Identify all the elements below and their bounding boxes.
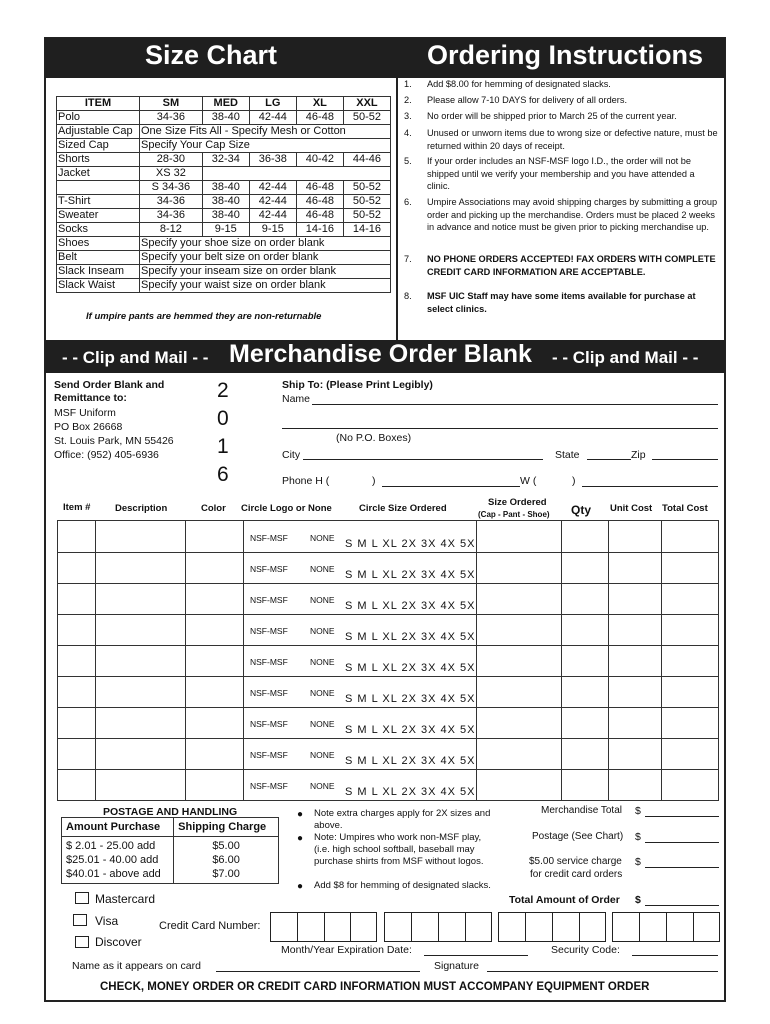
logo-option-none[interactable]: NONE [310,719,335,729]
zip-field[interactable] [652,459,718,460]
service-charge-label: $5.00 service charge [529,856,622,867]
col-item: ITEM [57,97,140,111]
hdr-logo: Circle Logo or None [241,503,332,514]
phone-work-label: W ( [520,475,537,487]
order-items-table [57,520,719,801]
table-row: Adjustable Cap One Size Fits All - Specify Mesh or Cotton [57,125,391,139]
mailing-address: MSF Uniform PO Box 26668 St. Louis Park, MN 55426 Office: (952) 405-6936 [54,407,174,461]
table-row: Jacket XS 32 [57,167,391,181]
size-options[interactable]: S M L XL 2X 3X 4X 5X [345,786,476,798]
hdr-color: Color [201,503,226,514]
city-field[interactable] [303,459,543,460]
note-hemming: Add $8 for hemming of designated slacks. [314,880,491,891]
expiration-field[interactable] [424,955,528,956]
signature-field[interactable] [487,971,718,972]
table-row: Polo 34-36 38-40 42-44 46-48 50-52 [57,111,391,125]
size-chart-title: Size Chart [145,40,278,70]
logo-option-none[interactable]: NONE [310,750,335,760]
ordering-instructions-title: Ordering Instructions [427,40,704,70]
size-options[interactable]: S M L XL 2X 3X 4X 5X [345,631,476,643]
hdr-size-ordered: Size Ordered [488,497,547,508]
logo-option-none[interactable]: NONE [310,688,335,698]
col-xl: XL [296,97,343,111]
logo-option-nsf-msf[interactable]: NSF-MSF [250,781,288,791]
hdr-item: Item # [63,502,91,513]
table-row: Shoes Specify your shoe size on order blank [57,237,391,251]
security-code-label: Security Code: [551,944,620,956]
instruction-2: Please allow 7-10 DAYS for delivery of all orders. [427,95,628,105]
table-row: S 34-36 38-40 42-44 46-48 50-52 [57,181,391,195]
state-label: State [555,449,580,461]
table-row: T-Shirt 34-36 38-40 42-44 46-48 50-52 [57,195,391,209]
instruction-1: Add $8.00 for hemming of designated slacks. [427,79,611,89]
phone-home-field[interactable] [382,486,520,487]
zip-label: Zip [631,449,646,461]
logo-option-none[interactable]: NONE [310,595,335,605]
mastercard-checkbox[interactable] [75,892,89,904]
city-label: City [282,449,301,461]
size-options[interactable]: S M L XL 2X 3X 4X 5X [345,600,476,612]
cc-number-label: Credit Card Number: [159,920,261,932]
bullet-icon: ● [297,833,304,844]
postage-field[interactable] [645,842,719,843]
visa-checkbox[interactable] [73,914,87,926]
discover-label: Discover [95,935,142,949]
hdr-qty: Qty [571,503,592,517]
col-lg: LG [249,97,296,111]
hdr-total-cost: Total Cost [662,503,708,514]
total-amount-label: Total Amount of Order [509,894,620,906]
cc-number-group-3[interactable] [498,912,606,942]
logo-option-none[interactable]: NONE [310,564,335,574]
clip-and-mail-left: - - Clip and Mail - - [62,348,209,367]
size-options[interactable]: S M L XL 2X 3X 4X 5X [345,755,476,767]
year-vertical: 2 0 1 6 [217,379,229,486]
service-charge-field[interactable] [645,867,719,868]
visa-label: Visa [95,914,119,928]
name-on-card-label: Name as it appears on card [72,960,201,972]
postage-header-amount: Amount Purchase [62,818,174,837]
table-row: Slack Inseam Specify your inseam size on order blank [57,265,391,279]
no-po-boxes-note: (No P.O. Boxes) [336,432,412,444]
cc-number-group-4[interactable] [612,912,720,942]
instruction-4: Unused or unworn items due to wrong size or defective nature, must be returned within 20 days of receipt. [427,128,718,151]
instruction-5: If your order includes an NSF-MSF logo I.D., the order will not be shipped until we verify your membership and you have attended a clinic. [427,156,695,191]
postage-table: Amount Purchase Shipping Charge $ 2.01 - 25.00 add $25.01 - 40.00 add $40.01 - above add $5.00 $6.00 $7.00 [61,817,279,884]
cc-number-group-2[interactable] [384,912,492,942]
hemming-note: If umpire pants are hemmed they are non-returnable [86,311,322,322]
size-options[interactable]: S M L XL 2X 3X 4X 5X [345,662,476,674]
size-options[interactable]: S M L XL 2X 3X 4X 5X [345,538,476,550]
footer-notice: CHECK, MONEY ORDER OR CREDIT CARD INFORMATION MUST ACCOMPANY EQUIPMENT ORDER [100,981,650,993]
cc-number-group-1[interactable] [270,912,377,942]
table-row: Socks 8-12 9-15 9-15 14-16 14-16 [57,223,391,237]
hdr-description: Description [115,503,168,514]
clip-and-mail-right: - - Clip and Mail - - [552,348,699,367]
name-field[interactable] [312,404,718,405]
expiration-label: Month/Year Expiration Date: [281,944,412,956]
logo-option-nsf-msf[interactable]: NSF-MSF [250,750,288,760]
table-row: Slack Waist Specify your waist size on order blank [57,279,391,293]
table-row: Sweater 34-36 38-40 42-44 46-48 50-52 [57,209,391,223]
logo-option-nsf-msf[interactable]: NSF-MSF [250,657,288,667]
col-med: MED [202,97,249,111]
logo-option-nsf-msf[interactable]: NSF-MSF [250,688,288,698]
logo-option-nsf-msf[interactable]: NSF-MSF [250,533,288,543]
logo-option-nsf-msf[interactable]: NSF-MSF [250,719,288,729]
merch-total-label: Merchandise Total [541,805,622,816]
logo-option-none[interactable]: NONE [310,657,335,667]
security-code-field[interactable] [632,955,718,956]
table-row: Belt Specify your belt size on order blank [57,251,391,265]
logo-option-none[interactable]: NONE [310,533,335,543]
signature-label: Signature [434,960,479,972]
col-xxl: XXL [343,97,390,111]
instruction-7: NO PHONE ORDERS ACCEPTED! FAX ORDERS WITH COMPLETE CREDIT CARD INFORMATION ARE ACCEPTABLE. [427,254,716,277]
size-options[interactable]: S M L XL 2X 3X 4X 5X [345,569,476,581]
name-label: Name [282,393,311,405]
table-row: Sized Cap Specify Your Cap Size [57,139,391,153]
logo-option-nsf-msf[interactable]: NSF-MSF [250,564,288,574]
postage-label: Postage (See Chart) [532,831,624,842]
postage-header-charge: Shipping Charge [174,818,279,837]
note-extra-charges: Note extra charges apply for 2X sizes and above. [314,808,491,831]
ship-to-label: Ship To: (Please Print Legibly) [282,379,433,391]
size-chart-table [56,96,391,293]
logo-option-none[interactable]: NONE [310,626,335,636]
instruction-3: No order will be shipped prior to March 25 of the current year. [427,111,677,121]
hdr-size-ordered-sub: (Cap - Pant - Shoe) [478,510,550,519]
name-on-card-field[interactable] [216,971,420,972]
total-amount-field[interactable] [645,905,719,906]
mastercard-label: Mastercard [95,892,156,906]
discover-checkbox[interactable] [75,936,89,948]
note-non-msf: Note: Umpires who work non-MSF play, (i.e. high school softball, baseball may purchase shirts from MSF without logos. [314,832,484,867]
instruction-6: Umpire Associations may avoid shipping charges by submitting a group order and picking up the merchandise. Orders must be placed 2 weeks in advance and notice must be given prior to picking merchandise up. [427,197,718,232]
merch-total-field[interactable] [645,816,719,817]
hdr-unit-cost: Unit Cost [610,503,653,514]
send-order-title: Send Order Blank and Remittance to: [54,379,165,404]
bullet-icon: ● [297,881,304,892]
state-field[interactable] [587,459,631,460]
column-divider [396,78,398,340]
order-blank-title: Merchandise Order Blank [229,340,532,368]
logo-option-none[interactable]: NONE [310,781,335,791]
logo-option-nsf-msf[interactable]: NSF-MSF [250,595,288,605]
bullet-icon: ● [297,809,304,820]
phone-work-field[interactable] [582,486,718,487]
table-row: Shorts 28-30 32-34 36-38 40-42 44-46 [57,153,391,167]
postage-title: POSTAGE AND HANDLING [103,806,238,818]
size-options[interactable]: S M L XL 2X 3X 4X 5X [345,724,476,736]
hdr-size: Circle Size Ordered [359,503,447,514]
phone-home-label: Phone H ( [282,475,330,487]
logo-option-nsf-msf[interactable]: NSF-MSF [250,626,288,636]
address-field[interactable] [282,428,718,429]
instruction-8: MSF UIC Staff may have some items available for purchase at select clinics. [427,291,696,314]
col-sm: SM [140,97,203,111]
size-options[interactable]: S M L XL 2X 3X 4X 5X [345,693,476,705]
service-charge-label-2: for credit card orders [530,869,623,880]
